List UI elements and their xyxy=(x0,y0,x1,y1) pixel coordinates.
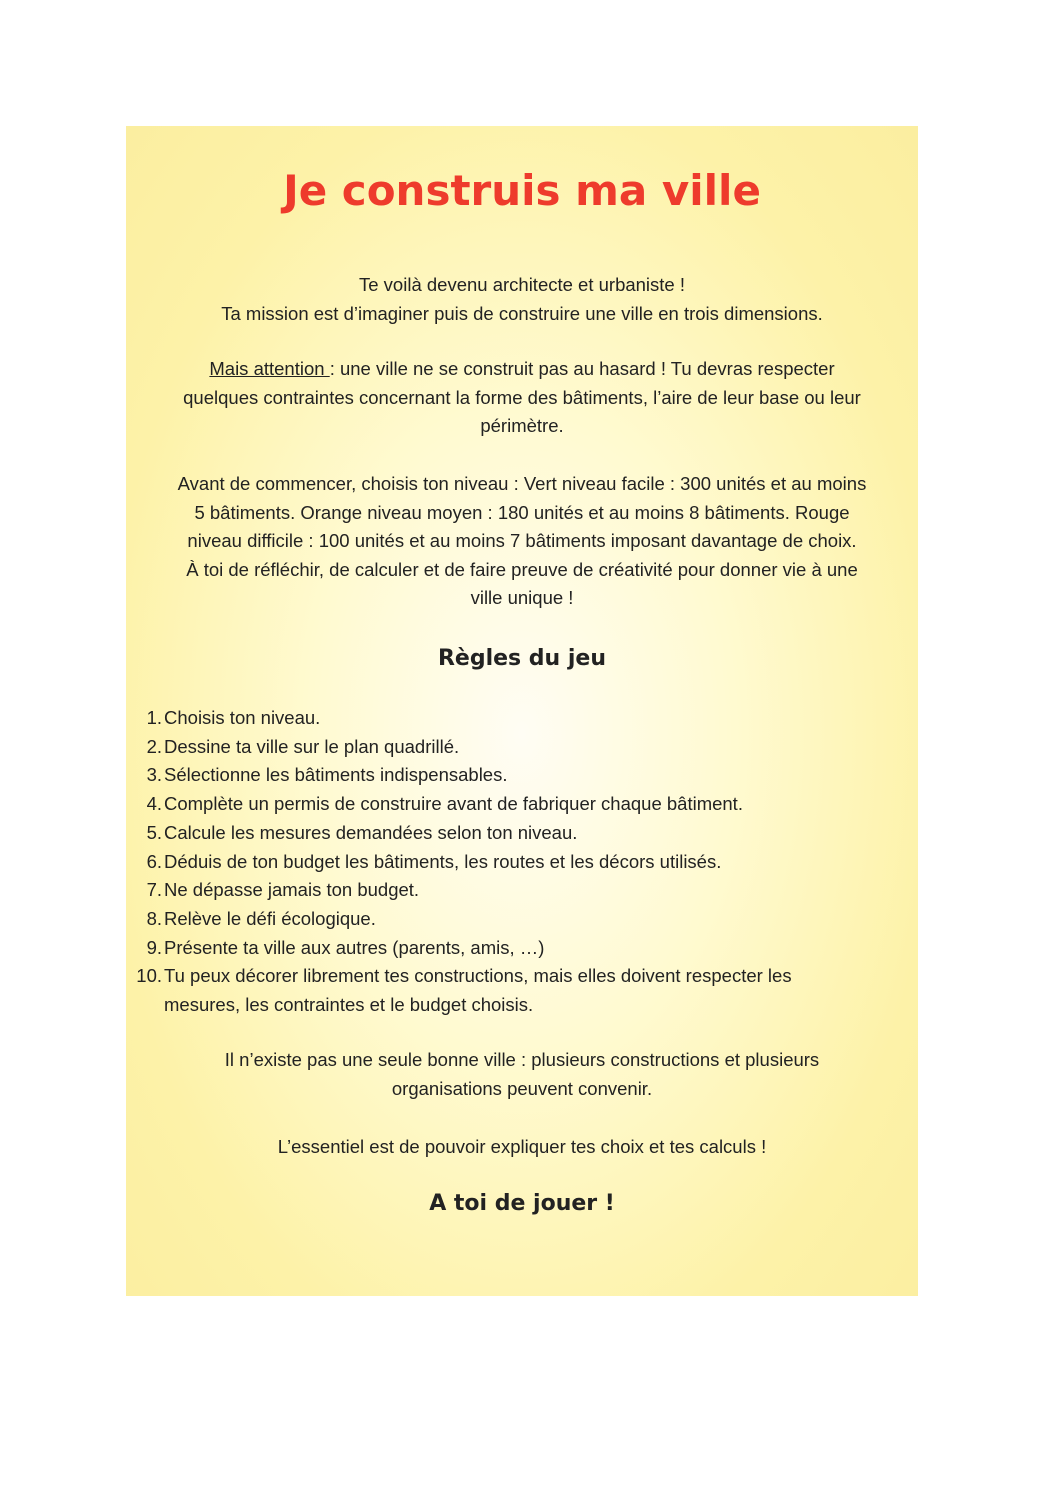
rule-text: Choisis ton niveau. xyxy=(164,707,321,728)
rule-item xyxy=(126,761,918,790)
rule-item xyxy=(126,790,918,819)
intro-line: Te voilà devenu architecte et urbaniste ! xyxy=(359,274,685,295)
warning-line: périmètre. xyxy=(480,415,564,436)
rule-number: 2. xyxy=(146,735,162,757)
rule-text: Complète un permis de construire avant de fabriquer chaque bâtiment. xyxy=(164,793,743,815)
rule-text: Dessine ta ville sur le plan quadrillé. xyxy=(164,735,460,757)
rule-number: 5. xyxy=(146,821,162,843)
rule-text: Ne dépasse jamais ton budget. xyxy=(164,879,420,901)
levels-paragraph xyxy=(126,470,918,613)
rule-number: 4. xyxy=(146,793,162,815)
intro-paragraph xyxy=(126,271,918,328)
levels-line: À toi de réfléchir, de calculer et de faire preuve de créativité pour donner vie à une xyxy=(186,558,858,580)
levels-line: 5 bâtiments. Orange niveau moyen : 180 unités et au moins 8 bâtiments. Rouge xyxy=(194,501,850,523)
warning-line xyxy=(126,355,918,384)
levels-line: ville unique ! xyxy=(470,587,574,608)
rule-number: 7. xyxy=(146,879,162,901)
levels-line: niveau difficile : 100 unités et au moins 7 bâtiments imposant davantage de choix. xyxy=(187,530,857,551)
rule-text: Tu peux décorer librement tes constructions, mais elles doivent respecter les xyxy=(164,965,792,987)
rule-item xyxy=(126,876,918,905)
rules-list xyxy=(126,704,918,1020)
rule-item xyxy=(126,962,918,1019)
rule-item xyxy=(126,905,918,934)
rule-item xyxy=(126,848,918,877)
warning-paragraph xyxy=(126,355,918,441)
rule-number: 3. xyxy=(146,764,162,786)
rule-text: Sélectionne les bâtiments indispensables. xyxy=(164,764,508,786)
rule-text: Présente ta ville aux autres (parents, amis, …) xyxy=(164,936,545,958)
rule-number: 10. xyxy=(136,965,162,987)
page-title: Je construis ma ville xyxy=(283,166,761,215)
rule-item xyxy=(126,819,918,848)
rule-number: 1. xyxy=(146,707,162,728)
rule-number: 6. xyxy=(146,850,162,872)
rule-item xyxy=(126,704,918,733)
rule-text: Calcule les mesures demandées selon ton niveau. xyxy=(164,821,578,843)
poster-card xyxy=(126,126,918,1296)
rule-number: 9. xyxy=(146,936,162,958)
rule-text-continued: mesures, les contraintes et le budget choisis. xyxy=(164,994,534,1016)
warning-label: Mais attention xyxy=(209,358,330,379)
final-call: A toi de jouer ! xyxy=(429,1191,615,1216)
closing-line: organisations peuvent convenir. xyxy=(391,1077,653,1099)
levels-line: Avant de commencer, choisis ton niveau : Vert niveau facile : 300 unités et au moins xyxy=(177,473,867,494)
closing-paragraph xyxy=(126,1046,918,1103)
closing-note xyxy=(126,1133,918,1162)
intro-line: Ta mission est d’imaginer puis de construire une ville en trois dimensions. xyxy=(221,302,823,324)
rule-item xyxy=(126,733,918,762)
closing-line: L’essentiel est de pouvoir expliquer tes choix et tes calculs ! xyxy=(277,1136,767,1157)
warning-text: : une ville ne se construit pas au hasard ! Tu devras respecter xyxy=(329,358,835,379)
warning-line: quelques contraintes concernant la forme des bâtiments, l’aire de leur base ou leur xyxy=(183,386,861,408)
rule-text: Relève le défi écologique. xyxy=(164,907,376,929)
rule-number: 8. xyxy=(146,907,162,929)
rule-text: Déduis de ton budget les bâtiments, les routes et les décors utilisés. xyxy=(164,850,722,872)
rules-heading: Règles du jeu xyxy=(437,646,607,671)
rule-item xyxy=(126,934,918,963)
closing-line: Il n’existe pas une seule bonne ville : plusieurs constructions et plusieurs xyxy=(224,1049,820,1070)
